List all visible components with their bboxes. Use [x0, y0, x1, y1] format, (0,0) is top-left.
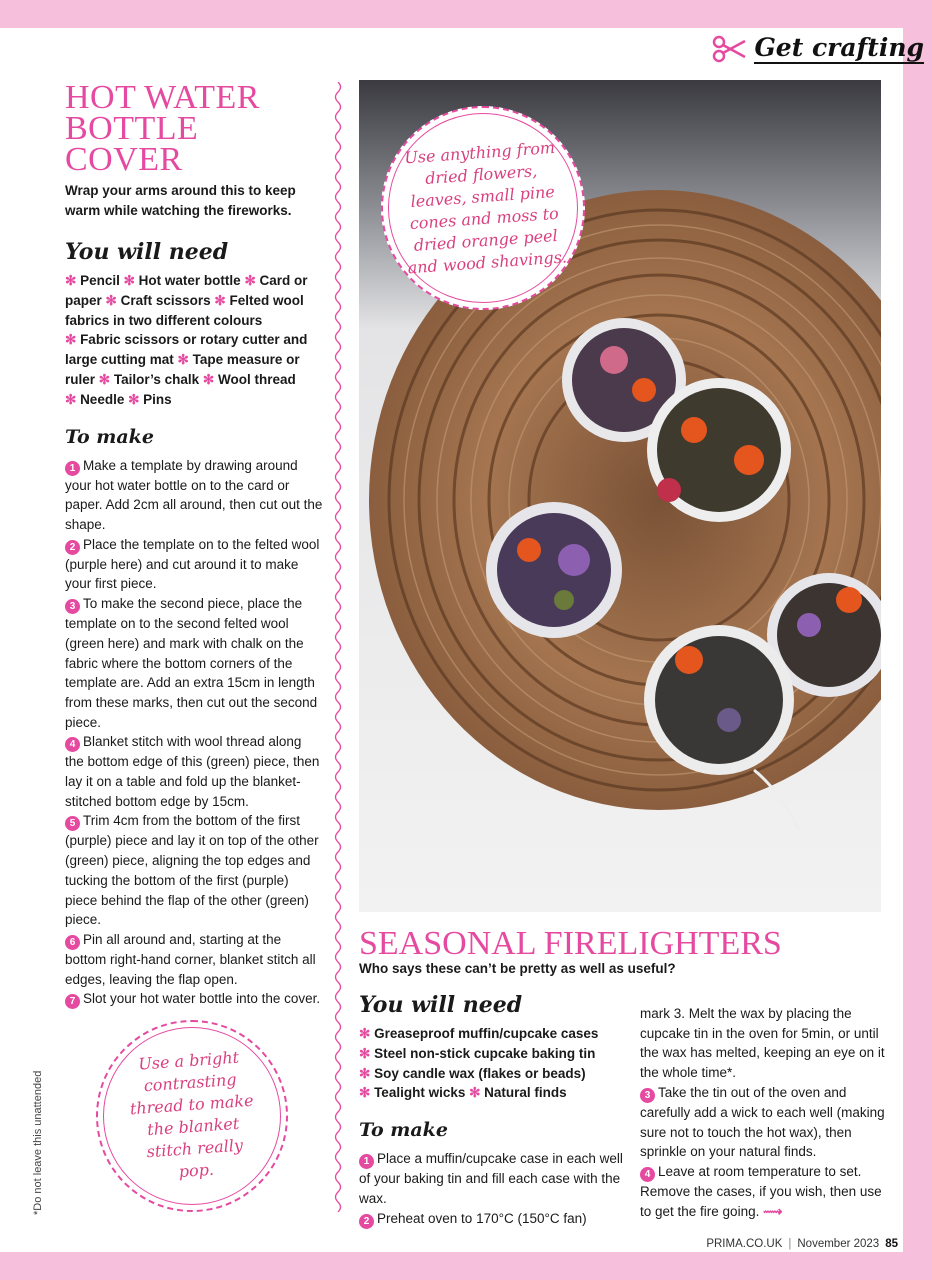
step: 5 Trim 4cm from the bottom of the first (purple) piece and lay it on top of the other (green) piece, aligning the top edges and tucking the bottom of the first (purple) piece behind the flap of the other (green) piece.: [65, 813, 319, 928]
need-item: Card or paper: [65, 273, 308, 308]
step: 2 Place the template on to the felted wool (purple here) and cut around it to make your first piece.: [65, 536, 320, 592]
firelighters-needs-list: ✻ Greaseproof muffin/cupcake cases ✻ Steel non-stick cupcake baking tin ✻ Soy candle wax (flakes or beads) ✻ Tealight wicks ✻ Natural finds: [359, 1026, 599, 1101]
firelighters-title: SEASONAL FIRELIGHTERS: [359, 925, 782, 962]
firelighters-make-heading: To make: [359, 1119, 448, 1142]
footer-issue: November 2023: [797, 1238, 880, 1250]
title-line-2: BOTTLE COVER: [65, 110, 199, 178]
column-divider: [331, 82, 345, 1212]
step: 1 Place a muffin/cupcake case in each well of your baking tin and fill each case with the wax.: [359, 1151, 623, 1206]
step: 3 Take the tin out of the oven and carefully add a wick to each well (making sure not to touch the hot wax), then sprinkle on your natural finds.: [640, 1084, 885, 1160]
step: 6 Pin all around and, starting at the bottom right-hand corner, blanket stitch all edges, leaving the flap open.: [65, 931, 316, 987]
firelighters-need-heading: You will need: [359, 992, 523, 1018]
need-item: Tealight wicks: [374, 1085, 466, 1101]
firelighters-intro: Who says these can’t be pretty as well as useful?: [359, 961, 676, 976]
firelighters-column-1: [359, 988, 627, 1229]
need-item: Greaseproof muffin/cupcake cases: [374, 1026, 599, 1041]
step: 2 Preheat oven to 170°C (150°C fan): [359, 1209, 627, 1229]
make-heading: To make: [65, 425, 154, 448]
need-item: Wool thread: [217, 371, 296, 387]
step: 4 Leave at room temperature to set. Remove the cases, if you wish, then use to get the fire going. ⟿: [640, 1163, 882, 1219]
hot-water-article: [65, 79, 323, 1009]
article-intro: Wrap your arms around this to keep warm while watching the fireworks.: [65, 183, 296, 218]
finds-tip-text: Use anything from dried flowers, leaves, small pine cones and moss to dried orange peel and wood shavings.: [403, 137, 568, 278]
need-item: Soy candle wax (flakes or beads): [374, 1065, 586, 1081]
need-item: Tailor’s chalk: [113, 371, 200, 387]
need-item: Tape measure or ruler: [65, 352, 300, 387]
end-arrow-icon: ⟿: [763, 1203, 783, 1219]
need-item: Hot water bottle: [138, 273, 241, 288]
step: 3 To make the second piece, place the template on to the second felted wool (green here) and mark with chalk on the fabric where the bottom corners of the template are. Add an extra 15cm in length from these marks, then cut out the second piece.: [65, 596, 318, 730]
step: 1 Make a template by drawing around your hot water bottle on to the card or paper. Add 2cm all around, then cut out the shape.: [65, 457, 323, 532]
firelighters-steps: [359, 1149, 627, 1228]
firelighters-column-2: [640, 1004, 890, 1221]
need-item: Steel non-stick cupcake baking tin: [374, 1045, 596, 1061]
steps-list: [65, 456, 323, 1010]
title-line-1: HOT WATER: [65, 79, 260, 116]
need-item: Felted wool fabrics in two different colours: [65, 292, 304, 328]
article-title: [65, 79, 323, 178]
footer-site: PRIMA.CO.UK: [706, 1238, 783, 1250]
need-item: Needle: [80, 391, 125, 407]
finds-tip-callout: [381, 106, 585, 310]
step-continued: mark 3. Melt the wax by placing the cupcake tin in the oven for 5min, or until the wax has melted, keeping an eye on it the whole time*.: [640, 1006, 885, 1081]
section-tab: [712, 30, 924, 68]
need-item: Pins: [143, 391, 172, 407]
need-heading: You will need: [65, 239, 229, 265]
need-item: Pencil: [80, 273, 120, 288]
page-footer: PRIMA.CO.UK | November 2023 85: [706, 1238, 898, 1250]
section-tab-label: Get crafting: [754, 33, 924, 62]
needs-list: ✻ Pencil ✻ Hot water bottle ✻ Card or paper ✻ Craft scissors ✻ Felted wool fabrics in two different colours ✻ Fabric scissors or rotary cutter and large cutting mat ✻ Tape measure or ruler ✻ Tailor’s chalk ✻ Wool thread ✻ Needle ✻ Pins: [65, 273, 308, 407]
page-number: 85: [885, 1238, 898, 1250]
scissors-icon: [712, 35, 746, 63]
thread-tip-callout: [96, 1020, 288, 1212]
thread-tip-text: Use a bright contrasting thread to make the blanket stitch really pop.: [128, 1047, 254, 1182]
safety-note: *Do not leave this unattended: [32, 1070, 44, 1215]
need-item: Fabric scissors or rotary cutter and large cutting mat: [65, 332, 308, 368]
step: 7 Slot your hot water bottle into the cover.: [65, 989, 323, 1009]
need-item: Craft scissors: [120, 292, 211, 308]
step: 4 Blanket stitch with wool thread along the bottom edge of this (green) piece, then lay it on a table and fold up the blanket-stitched bottom edge by 15cm.: [65, 734, 320, 809]
need-item: Natural finds: [484, 1085, 567, 1101]
